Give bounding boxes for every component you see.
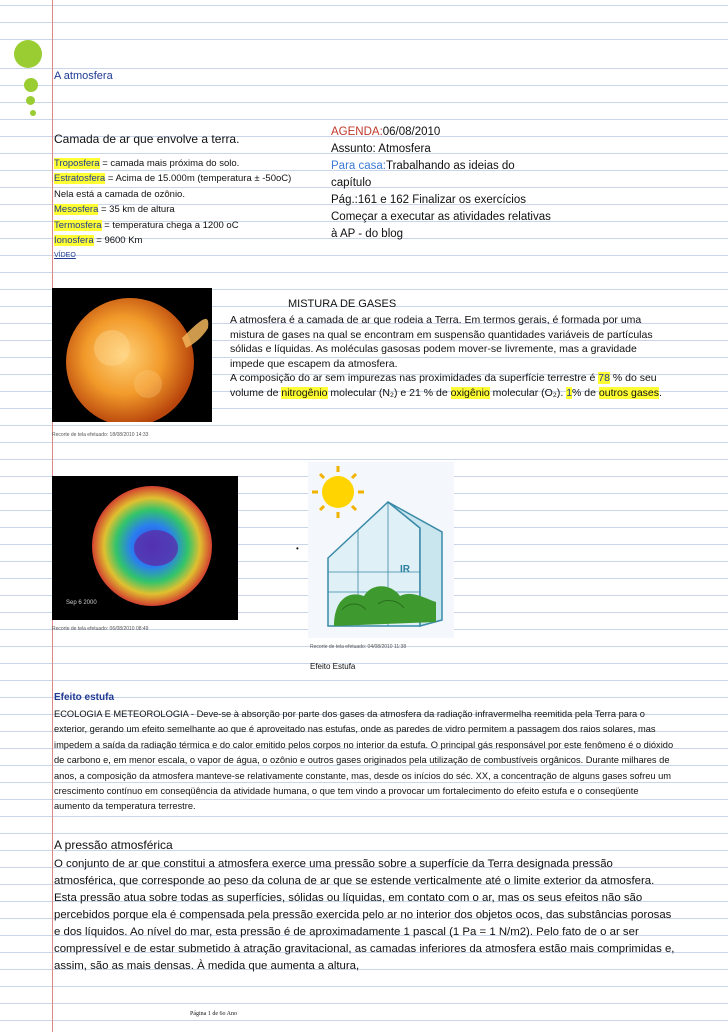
- agenda-extra: Começar a executar as atividades relativas à AP - do blog: [331, 211, 551, 240]
- layer-term: Mesosfera: [54, 204, 99, 216]
- greenhouse-caption: Recorte de tela efetuado: 04/08/2010 11:38: [310, 644, 407, 650]
- video-link[interactable]: VÍDEO: [54, 252, 76, 259]
- layer-desc: Nela está a camada de ozônio.: [54, 188, 185, 200]
- mixture-text-run: A composição do ar sem impurezas nas proximidades da superfície terrestre é: [230, 372, 599, 384]
- decor-dot: [30, 110, 36, 116]
- layer-desc: = 35 km de altura: [98, 204, 175, 216]
- homework-text: Trabalhando as ideias do capítulo: [331, 160, 515, 189]
- agenda-box: [331, 124, 551, 243]
- earth-caption: Recorte de tela efetuado: 06/08/2010 08:49: [52, 626, 149, 632]
- earth-date: Sep 6 2000: [66, 600, 97, 606]
- mixture-text-run: % do seu volume de: [230, 372, 657, 399]
- bullet: •: [296, 544, 299, 553]
- layer-item: [54, 187, 291, 202]
- pressure-section-text: O conjunto de ar que constitui a atmosfera exerce uma pressão sobre a superfície da Terra designada pressão atmosférica, que corresponde ao peso da coluna de ar que se estende verticalmente até o limite exterior da atmosfera. Esta pressão atua sobre todas as superfícies, sólidas ou líquidas, em contato com o ar, mas os seus efeitos não são percebidos porque ela é compensada pela pressão exercida pelo ar no interior dos objetos ocos, das substâncias porosas e dos líquidos. Ao nível do mar, esta pressão é de aproximadamente 1 pascal (1 Pa = 1 N/m2). Pelo fato de o ar ser compressível e de estar submetido à atração gravitacional, as camadas inferiores da atmosfera estão mais comprimidas e, assim, são as mais densas. À medida que aumenta a altura,: [54, 858, 675, 972]
- value-78: 78: [598, 372, 610, 384]
- mixture-text-run: % de: [572, 386, 599, 399]
- layer-item: [54, 156, 291, 171]
- value-1: 1: [566, 386, 573, 399]
- decor-dot: [14, 40, 42, 68]
- mixture-p2: [230, 371, 670, 400]
- mixture-text-run: molecular (O₂).: [489, 386, 567, 399]
- agenda-label: AGENDA:: [331, 126, 383, 138]
- decor-dot: [26, 96, 35, 105]
- layer-item: [54, 233, 291, 248]
- layer-item: [54, 202, 291, 217]
- mixture-text-run: .: [659, 386, 662, 399]
- decor-dot: [24, 78, 38, 92]
- page-footer: Página 1 de 6o Ano: [190, 1011, 237, 1017]
- greenhouse-section-text: ECOLOGIA E METEOROLOGIA - Deve-se à absorção por parte dos gases da atmosfera da radiação infravermelha reemitida pela Terra para o exterior, gerando um efeito semelhante ao que é aproveitado nas estufas, onde as paredes de vidro permitem a passagem dos raios solares, mas impedem a saída da radiação térmica e do calor emitido pelos corpos no interior da estufa. O principal gás responsável por este fenômeno é o dióxido de carbono e, em menor escala, o vapor de água, o ozônio e outros gases originados pela utilização de combustíveis orgânicos. Durante milhares de anos, a composição da atmosfera manteve-se relativamente constante, mas, desde os inícios do séc. XX, a concentração de alguns gases sofreu um crescimento contínuo em conseqüência da atividade humana, o que tem vindo a provocar um fortalecimento do efeito estufa e o conseqüente aumento da temperatura terrestre.: [54, 709, 674, 812]
- intro-lead: Camada de ar que envolve a terra.: [54, 132, 240, 146]
- pressure-section-title: A pressão atmosférica: [54, 838, 173, 852]
- layer-desc: = Acima de 15.000m (temperatura ± -50oC): [105, 173, 292, 185]
- agenda-subject: Assunto: Atmosfera: [331, 143, 431, 155]
- mixture-text: [230, 313, 670, 400]
- mixture-text-run: molecular (N₂) e 21 % de: [327, 386, 451, 399]
- homework-label: Para casa:: [331, 160, 386, 172]
- greenhouse-image: [308, 462, 454, 638]
- mixture-p1: A atmosfera é a camada de ar que rodeia a Terra. Em termos gerais, é formada por uma mistura de gases na qual se encontram em suspensão quantidades variáveis de partículas sólidas e líquidas. As moléculas gasosas podem mover-se livremente, mas a gravidade impede que escapem da atmosfera.: [230, 314, 653, 370]
- layer-desc: = camada mais próxima do solo.: [99, 158, 240, 169]
- mixture-title: MISTURA DE GASES: [288, 298, 397, 310]
- greenhouse-label: Efeito Estufa: [310, 662, 356, 671]
- ir-label: IR: [400, 564, 410, 575]
- layer-item: [54, 171, 291, 186]
- layer-term: Termosfera: [54, 219, 102, 231]
- page-title: A atmosfera: [54, 70, 113, 82]
- term-oxigenio: oxigênio: [450, 386, 490, 399]
- agenda-date: 06/08/2010: [382, 126, 441, 138]
- layers-list: [54, 156, 291, 248]
- ozone-earth-image: [52, 476, 238, 620]
- term-nitrogenio: nitrogênio: [281, 386, 328, 399]
- layer-term: Ionosfera: [54, 235, 94, 247]
- layer-term: Troposfera: [54, 158, 100, 169]
- layer-desc: = 9600 Km: [93, 235, 143, 247]
- greenhouse-section-title: Efeito estufa: [54, 692, 115, 703]
- layer-desc: = temperatura chega a 1200 oC: [101, 219, 239, 231]
- sun-image: [52, 288, 212, 422]
- sun-caption: Recorte de tela efetuado: 18/08/2010 14:33: [52, 432, 149, 438]
- term-outros-gases: outros gases: [598, 386, 660, 399]
- agenda-pages: Pág.:161 e 162 Finalizar os exercícios: [331, 194, 526, 206]
- layer-item: [54, 218, 291, 233]
- layer-term: Estratosfera: [54, 173, 106, 185]
